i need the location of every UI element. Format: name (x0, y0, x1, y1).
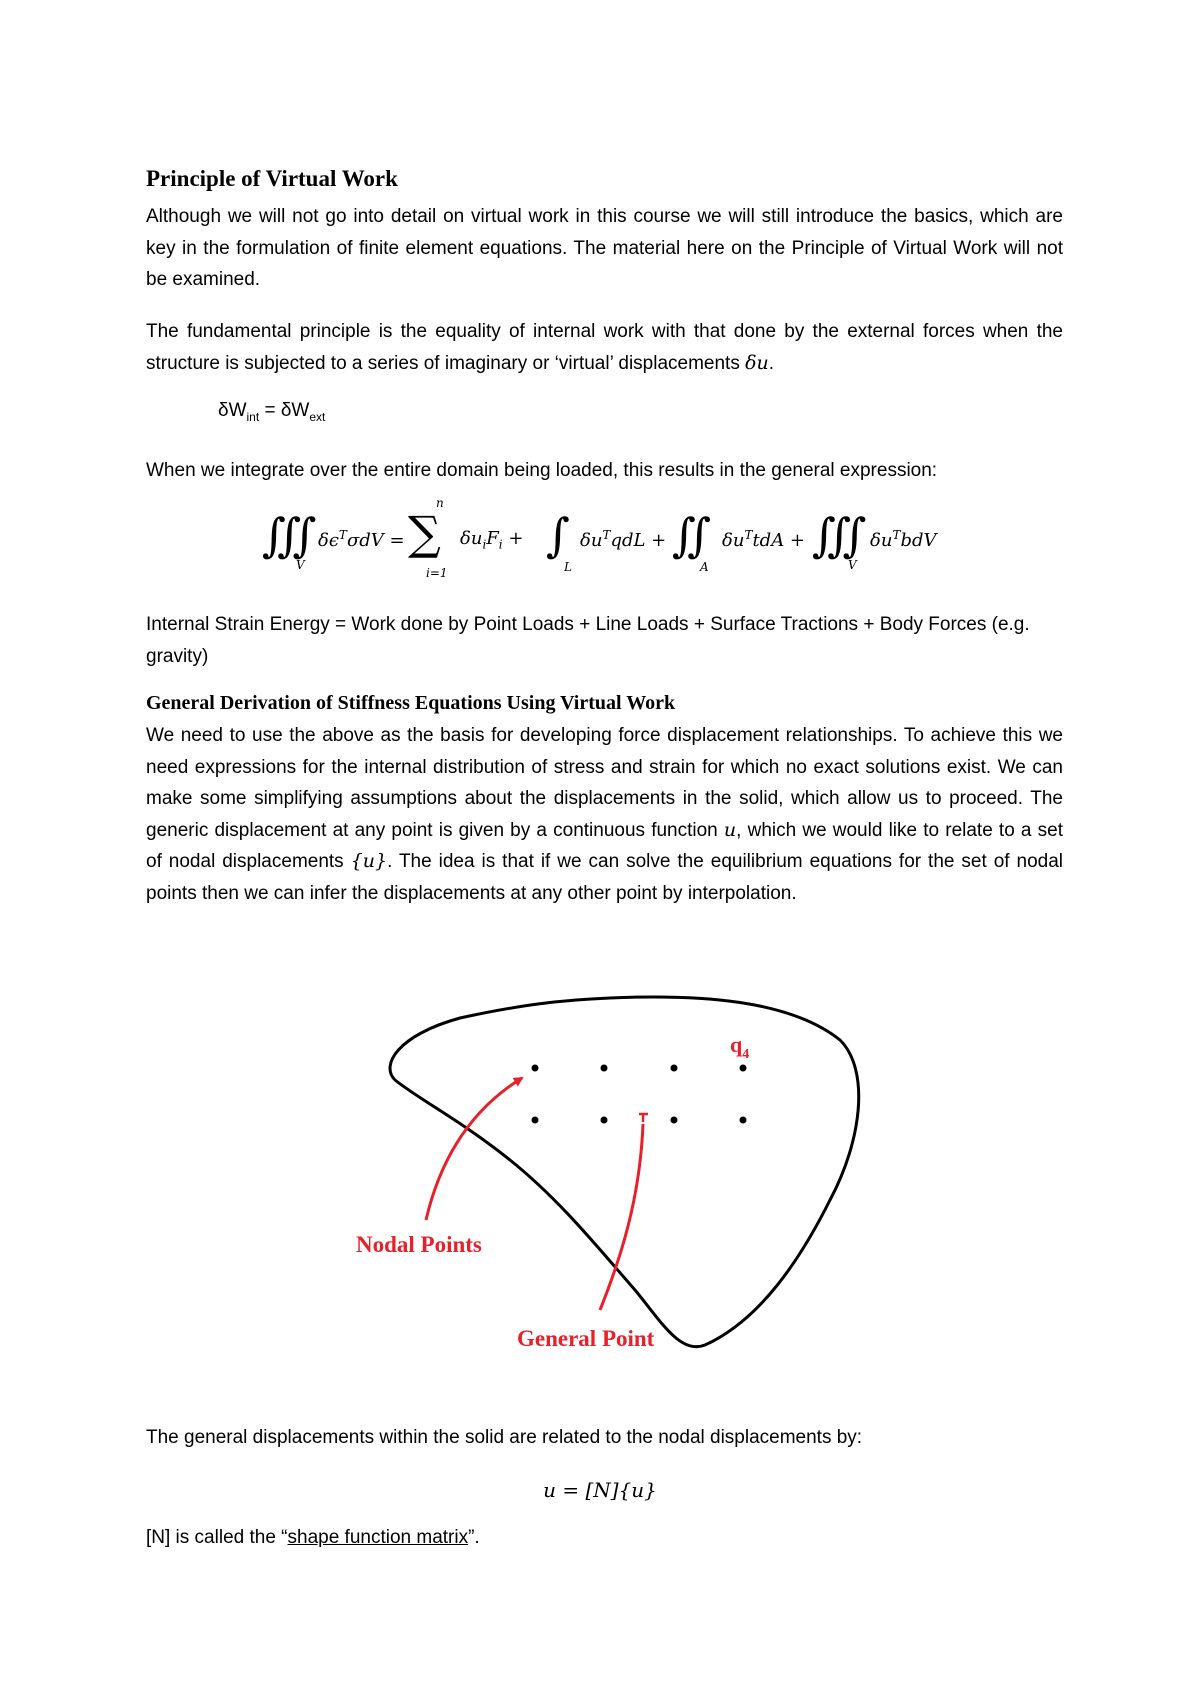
domain-boundary (390, 997, 859, 1347)
nodal-point (740, 1065, 747, 1072)
nodal-point (671, 1065, 678, 1072)
general-displacement-text: The general displacements within the solid are related to the nodal displacements by: (146, 1427, 863, 1448)
shape-function-matrix-link[interactable]: shape function matrix (287, 1527, 469, 1548)
intro-text: Although we will not go into detail on virtual work in this course we will still introduce the basics, which are key in the formulation of finite element equations. The material here on the Principle of Virtual Work will not be examined. (146, 206, 1063, 290)
sum-lower: i=1 (426, 566, 448, 580)
virtual-displacement-symbol: δu (745, 351, 769, 374)
term-strain: $\delta\epsilon^T\sigma dV$ = (318, 528, 405, 551)
shape-function-equation: u = [N]{u} (543, 1478, 657, 1502)
term-body-forces: $\delta u^TbdV$ (870, 528, 937, 551)
sub-l: L (564, 560, 572, 574)
shape-function-paragraph (146, 1522, 1063, 1554)
term-line-loads: $\delta u^TqdL$ + (580, 528, 667, 551)
nodal-point (740, 1117, 747, 1124)
general-point-arrow (600, 1124, 643, 1310)
double-integral: ∬ (672, 508, 712, 562)
principle-end: . (768, 352, 775, 374)
eq-mid: = δW (259, 400, 310, 421)
general-displacement-paragraph (146, 1422, 1063, 1454)
nodal-point (601, 1065, 608, 1072)
triple-integral-1: ∭ (262, 508, 317, 562)
label-general-point: General Point (517, 1326, 655, 1351)
label-nodal-points: Nodal Points (356, 1232, 482, 1257)
label-q4: $q_4$ (730, 1032, 750, 1062)
shape-function-text-b: ”. (468, 1527, 480, 1548)
term-point-loads: $\delta u_iF_i$ + (460, 528, 524, 552)
continuous-function-symbol: u (723, 818, 737, 841)
term-surface-tractions: $\delta u^TtdA$ + (722, 528, 806, 551)
principle-text: The fundamental principle is the equality of internal work with that done by the external forces when the structure is subjected to a series of imaginary or ‘virtual’ displacements (146, 321, 1063, 374)
nodal-point (532, 1065, 539, 1072)
summation-symbol: ∑ (408, 506, 441, 560)
sub-v2: V (848, 558, 857, 572)
section-title-virtual-work: Principle of Virtual Work (146, 166, 398, 191)
integrate-text: When we integrate over the entire domain being loaded, this results in the general expression: (146, 460, 938, 481)
stiffness-text-a: We need to use the above as the basis for developing force displacement relationships. To achieve this we need expressions for the internal distribution of stress and strain for which no exact solutions exist. We can make some simplifying assumptions about the displacements in the solid, which allow us to proceed. The generic displacement at any point is given by a continuous function (146, 725, 1063, 841)
triple-integral-2: ∭ (812, 508, 867, 562)
nodal-point (601, 1117, 608, 1124)
nodal-points-arrow (426, 1078, 522, 1220)
nodal-displacements-symbol: {u} (350, 850, 388, 872)
strain-energy-text: Internal Strain Energy = Work done by Point Loads + Line Loads + Surface Tractions + Body Forces (e.g. gravity) (146, 614, 1030, 667)
eq-rhs-sub: ext (309, 409, 326, 424)
section-title-stiffness: General Derivation of Stiffness Equations Using Virtual Work (146, 692, 676, 714)
stiffness-text-c: . The idea is that if we can solve the equilibrium equations for the set of nodal points then we can infer the displacements at any other point by interpolation. (146, 851, 1063, 904)
sub-a: A (700, 560, 709, 574)
sum-upper: n (436, 496, 444, 510)
single-integral: ∫ (546, 508, 570, 562)
eq-lhs: δW (218, 400, 247, 421)
sub-v1: V (296, 558, 305, 572)
nodal-point (671, 1117, 678, 1124)
general-point-marker (639, 1114, 648, 1122)
shape-function-text-a: [N] is called the “ (146, 1527, 288, 1548)
eq-lhs-sub: int (246, 409, 260, 424)
nodal-point (532, 1117, 539, 1124)
stiffness-text-b: , which we would like to relate to a set of nodal displacements (146, 819, 1063, 872)
